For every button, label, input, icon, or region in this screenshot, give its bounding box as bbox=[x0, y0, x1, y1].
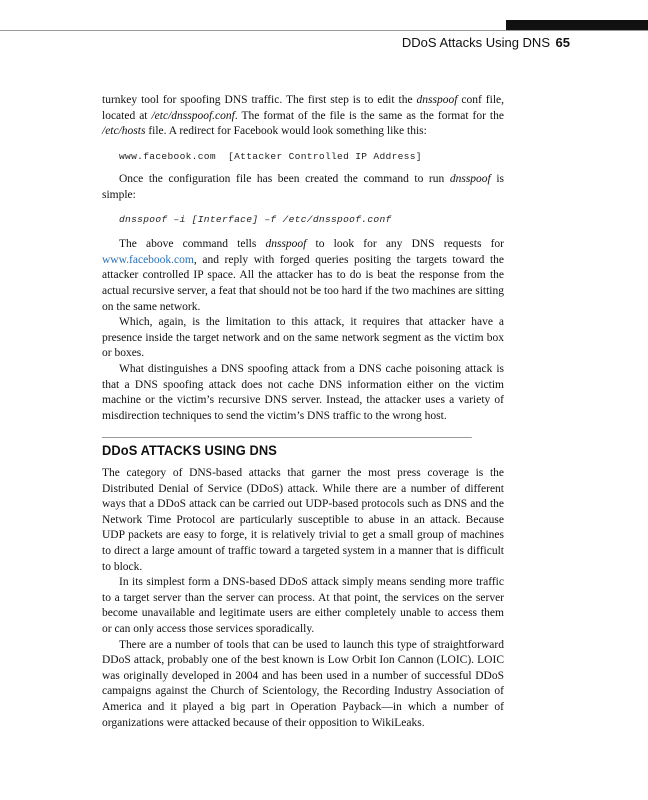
section-body bbox=[102, 466, 504, 731]
running-head: DDoS Attacks Using DNS bbox=[401, 35, 550, 50]
section-heading: DDoS ATTACKS USING DNS bbox=[102, 437, 472, 458]
header-accent-bar bbox=[506, 20, 648, 30]
intro-paragraph-4: Which, again, is the limitation to this attack, it requires that attacker have a presence inside the target network and on the same network segment as the victim box or boxes. bbox=[102, 316, 504, 360]
facebook-link[interactable]: www.facebook.com bbox=[102, 253, 194, 266]
intro-paragraph-2: Once the configuration file has been created the command to run dnsspoof is simple: bbox=[102, 173, 504, 201]
page-number: 65 bbox=[555, 35, 570, 50]
header-rule bbox=[0, 30, 648, 31]
code-example-config: www.facebook.com [Attacker Controlled IP Address] bbox=[119, 150, 422, 162]
code-example-command: dnsspoof –i [Interface] –f /etc/dnsspoof.conf bbox=[119, 213, 392, 225]
intro-content bbox=[102, 93, 504, 424]
intro-paragraph-3: The above command tells dnsspoof to look for any DNS requests for www.facebook.com, and reply with forged queries positing the targets toward the attacker controlled IP space. All the attacker has to do is beat the response from the actual recursive server, a feat that should not be too hard if the two machines are sitting on the same network. bbox=[102, 238, 504, 313]
intro-paragraph-1: turnkey tool for spoofing DNS traffic. The first step is to edit the dnsspoof conf file, located at /etc/dnsspoof.conf. The format of the file is the same as the format for the /etc/hosts file. A redirect for Facebook would look something like this: bbox=[102, 94, 504, 138]
section-paragraph-1: The category of DNS-based attacks that garner the most press coverage is the Distributed Denial of Service (DDoS) attack. While there are a number of different ways that a DDoS attack can be carried out UDP-based protocols such as DNS and the Network Time Protocol are particularly susceptible to abuse in an attack. Because UDP packets are easy to forge, it is relatively trivial to get a small group of machines to direct a large amount of traffic toward a targeted system in a manner that is difficult to block. bbox=[102, 467, 504, 573]
section-paragraph-3: There are a number of tools that can be used to launch this type of straightforward DDoS attack, probably one of the best known is Low Orbit Ion Cannon (LOIC). LOIC was originally developed in 2004 and has been used in a number of successful DDoS campaigns against the Church of Scientology, the Recording Industry Association of America and it played a big part in Operation Payback—in which a number of organizations were attacked because of their opposition to WikiLeaks. bbox=[102, 638, 504, 729]
section-paragraph-2: In its simplest form a DNS-based DDoS attack simply means sending more traffic to a target server than the server can process. At that point, the services on the server become unavailable and legitimate users are either completely unable to access them or can only access those services sporadically. bbox=[102, 576, 504, 635]
intro-paragraph-5: What distinguishes a DNS spoofing attack from a DNS cache poisoning attack is that a DNS spoofing attack does not cache DNS information either on the victim machine or the victim’s recursive DNS server. Instead, the attacker uses a variety of misdirection techniques to send the victim’s DNS traffic to the wrong host. bbox=[102, 362, 504, 422]
